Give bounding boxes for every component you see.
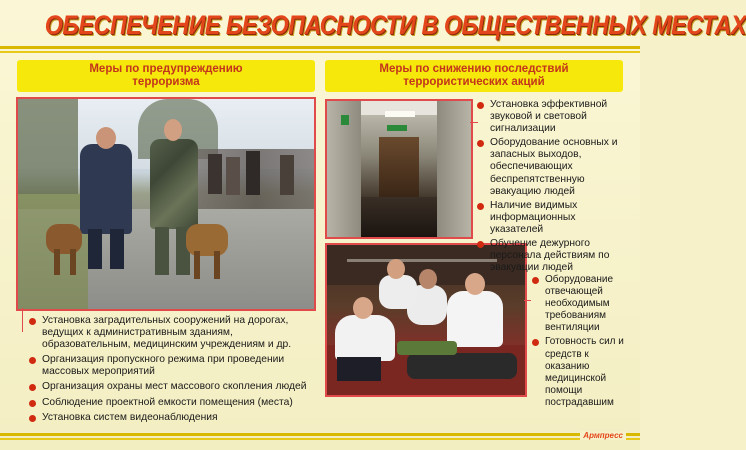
connector-line — [22, 308, 23, 332]
list-item: Установка систем видеонаблюдения — [28, 412, 323, 424]
list-item: Организация охраны мест массового скопления людей — [28, 381, 323, 393]
list-item: Оборудование основных и запасных выходов, обеспечивающих беспрепятственную эвакуацию людей — [476, 137, 626, 197]
poster-title: ОБЕСПЕЧЕНИЕ БЕЗОПАСНОСТИ В ОБЩЕСТВЕННЫХ МЕСТАХ — [44, 10, 746, 40]
mitigation-measures-list — [476, 99, 626, 276]
bottom-rule — [0, 433, 640, 436]
list-item: Обучение дежурного персонала действиям по эвакуации людей — [476, 238, 626, 274]
list-item: Установка заградительных сооружений на дорогах, ведущих к административным зданиям, образовательным, медицинским учреждениям и др. — [28, 315, 323, 351]
mitigation-measures-list-continued — [531, 274, 628, 411]
list-item: Готовность сил и средств к оказанию медицинской помощи пострадавшим — [531, 336, 628, 409]
corridor-photo — [325, 99, 473, 239]
publisher-brand: Армпресс — [580, 431, 626, 440]
prevention-measures-list — [28, 315, 323, 427]
connector-line — [524, 300, 531, 301]
title-rule — [0, 51, 640, 53]
title-rule — [0, 46, 640, 49]
bottom-rule — [0, 438, 640, 440]
list-item: Установка эффективной звуковой и световой сигнализации — [476, 99, 626, 135]
left-heading-line1: Меры по предупреждению — [89, 63, 243, 75]
left-section-heading — [17, 60, 315, 92]
right-section-heading — [325, 60, 623, 92]
list-item: Оборудование отвечающей необходимым требованиям вентиляции — [531, 274, 628, 334]
right-heading-line2: террористических акций — [403, 76, 545, 88]
list-item: Соблюдение проектной емкости помещения (места) — [28, 397, 323, 409]
right-heading-line1: Меры по снижению последствий — [379, 63, 569, 75]
list-item: Организация пропускного режима при проведении массовых мероприятий — [28, 354, 323, 378]
list-item: Наличие видимых информационных указателей — [476, 200, 626, 236]
police-patrol-photo — [16, 97, 316, 311]
left-heading-line2: терроризма — [132, 76, 200, 88]
